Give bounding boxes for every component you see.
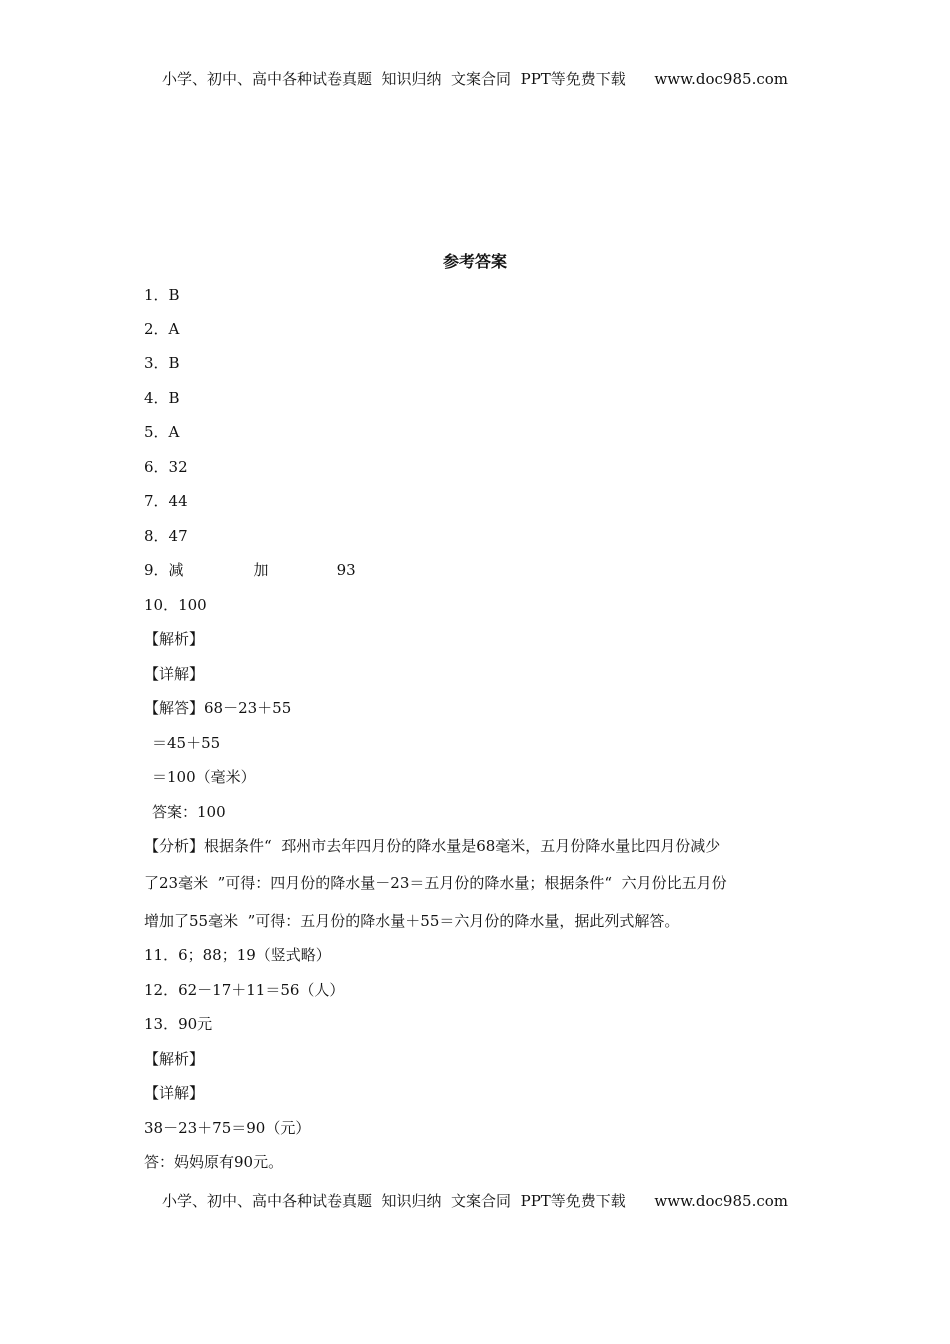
answer-6: 6．32 bbox=[144, 458, 188, 476]
answer-9-part-a: 9．减 bbox=[144, 561, 184, 579]
analysis-para-line-1: 【分析】根据条件“ 邳州市去年四月份的降水量是68毫米，五月份降水量比四月份减少 bbox=[144, 837, 721, 855]
answer-4: 4．B bbox=[144, 389, 180, 407]
detail-label-13: 【详解】 bbox=[144, 1084, 205, 1102]
page-header: 小学、初中、高中各种试卷真题 知识归纳 文案合同 PPT等免费下载 www.doc985.com bbox=[161, 70, 788, 88]
equation-13: 38－23＋75＝90（元） bbox=[144, 1119, 311, 1137]
analysis-label: 【解析】 bbox=[144, 630, 205, 648]
page-footer: 小学、初中、高中各种试卷真题 知识归纳 文案合同 PPT等免费下载 www.doc985.com bbox=[161, 1192, 788, 1210]
solution-line: 【解答】68－23＋55 bbox=[144, 699, 292, 717]
answer-7: 7．44 bbox=[144, 492, 188, 510]
answer-9-part-c: 93 bbox=[336, 561, 356, 579]
solution-step-2: ＝100（毫米） bbox=[152, 768, 256, 786]
solution-answer: 答案：100 bbox=[152, 803, 226, 821]
analysis-para-line-3: 增加了55毫米 ”可得：五月份的降水量＋55＝六月份的降水量，据此列式解答。 bbox=[144, 912, 680, 930]
answer-9 bbox=[144, 560, 356, 580]
answer-3: 3．B bbox=[144, 354, 180, 372]
solution-step-1: ＝45＋55 bbox=[152, 734, 221, 752]
answer-1: 1．B bbox=[144, 286, 180, 304]
answer-5: 5．A bbox=[144, 423, 180, 441]
answer-13: 13．90元 bbox=[144, 1015, 213, 1033]
answer-12: 12．62－17＋11＝56（人） bbox=[144, 981, 345, 999]
answer-8: 8．47 bbox=[144, 527, 188, 545]
answer-10: 10．100 bbox=[144, 596, 207, 614]
answer-9-part-b: 加 bbox=[253, 561, 269, 579]
answer-13-statement: 答：妈妈原有90元。 bbox=[144, 1153, 284, 1171]
analysis-label-13: 【解析】 bbox=[144, 1050, 205, 1068]
answer-2: 2．A bbox=[144, 320, 180, 338]
detail-label: 【详解】 bbox=[144, 665, 205, 683]
analysis-para-line-2: 了23毫米 ”可得：四月份的降水量－23＝五月份的降水量；根据条件“ 六月份比五月份 bbox=[144, 874, 727, 892]
page-title: 参考答案 bbox=[442, 252, 507, 271]
answer-11: 11．6；88；19（竖式略） bbox=[144, 946, 331, 964]
